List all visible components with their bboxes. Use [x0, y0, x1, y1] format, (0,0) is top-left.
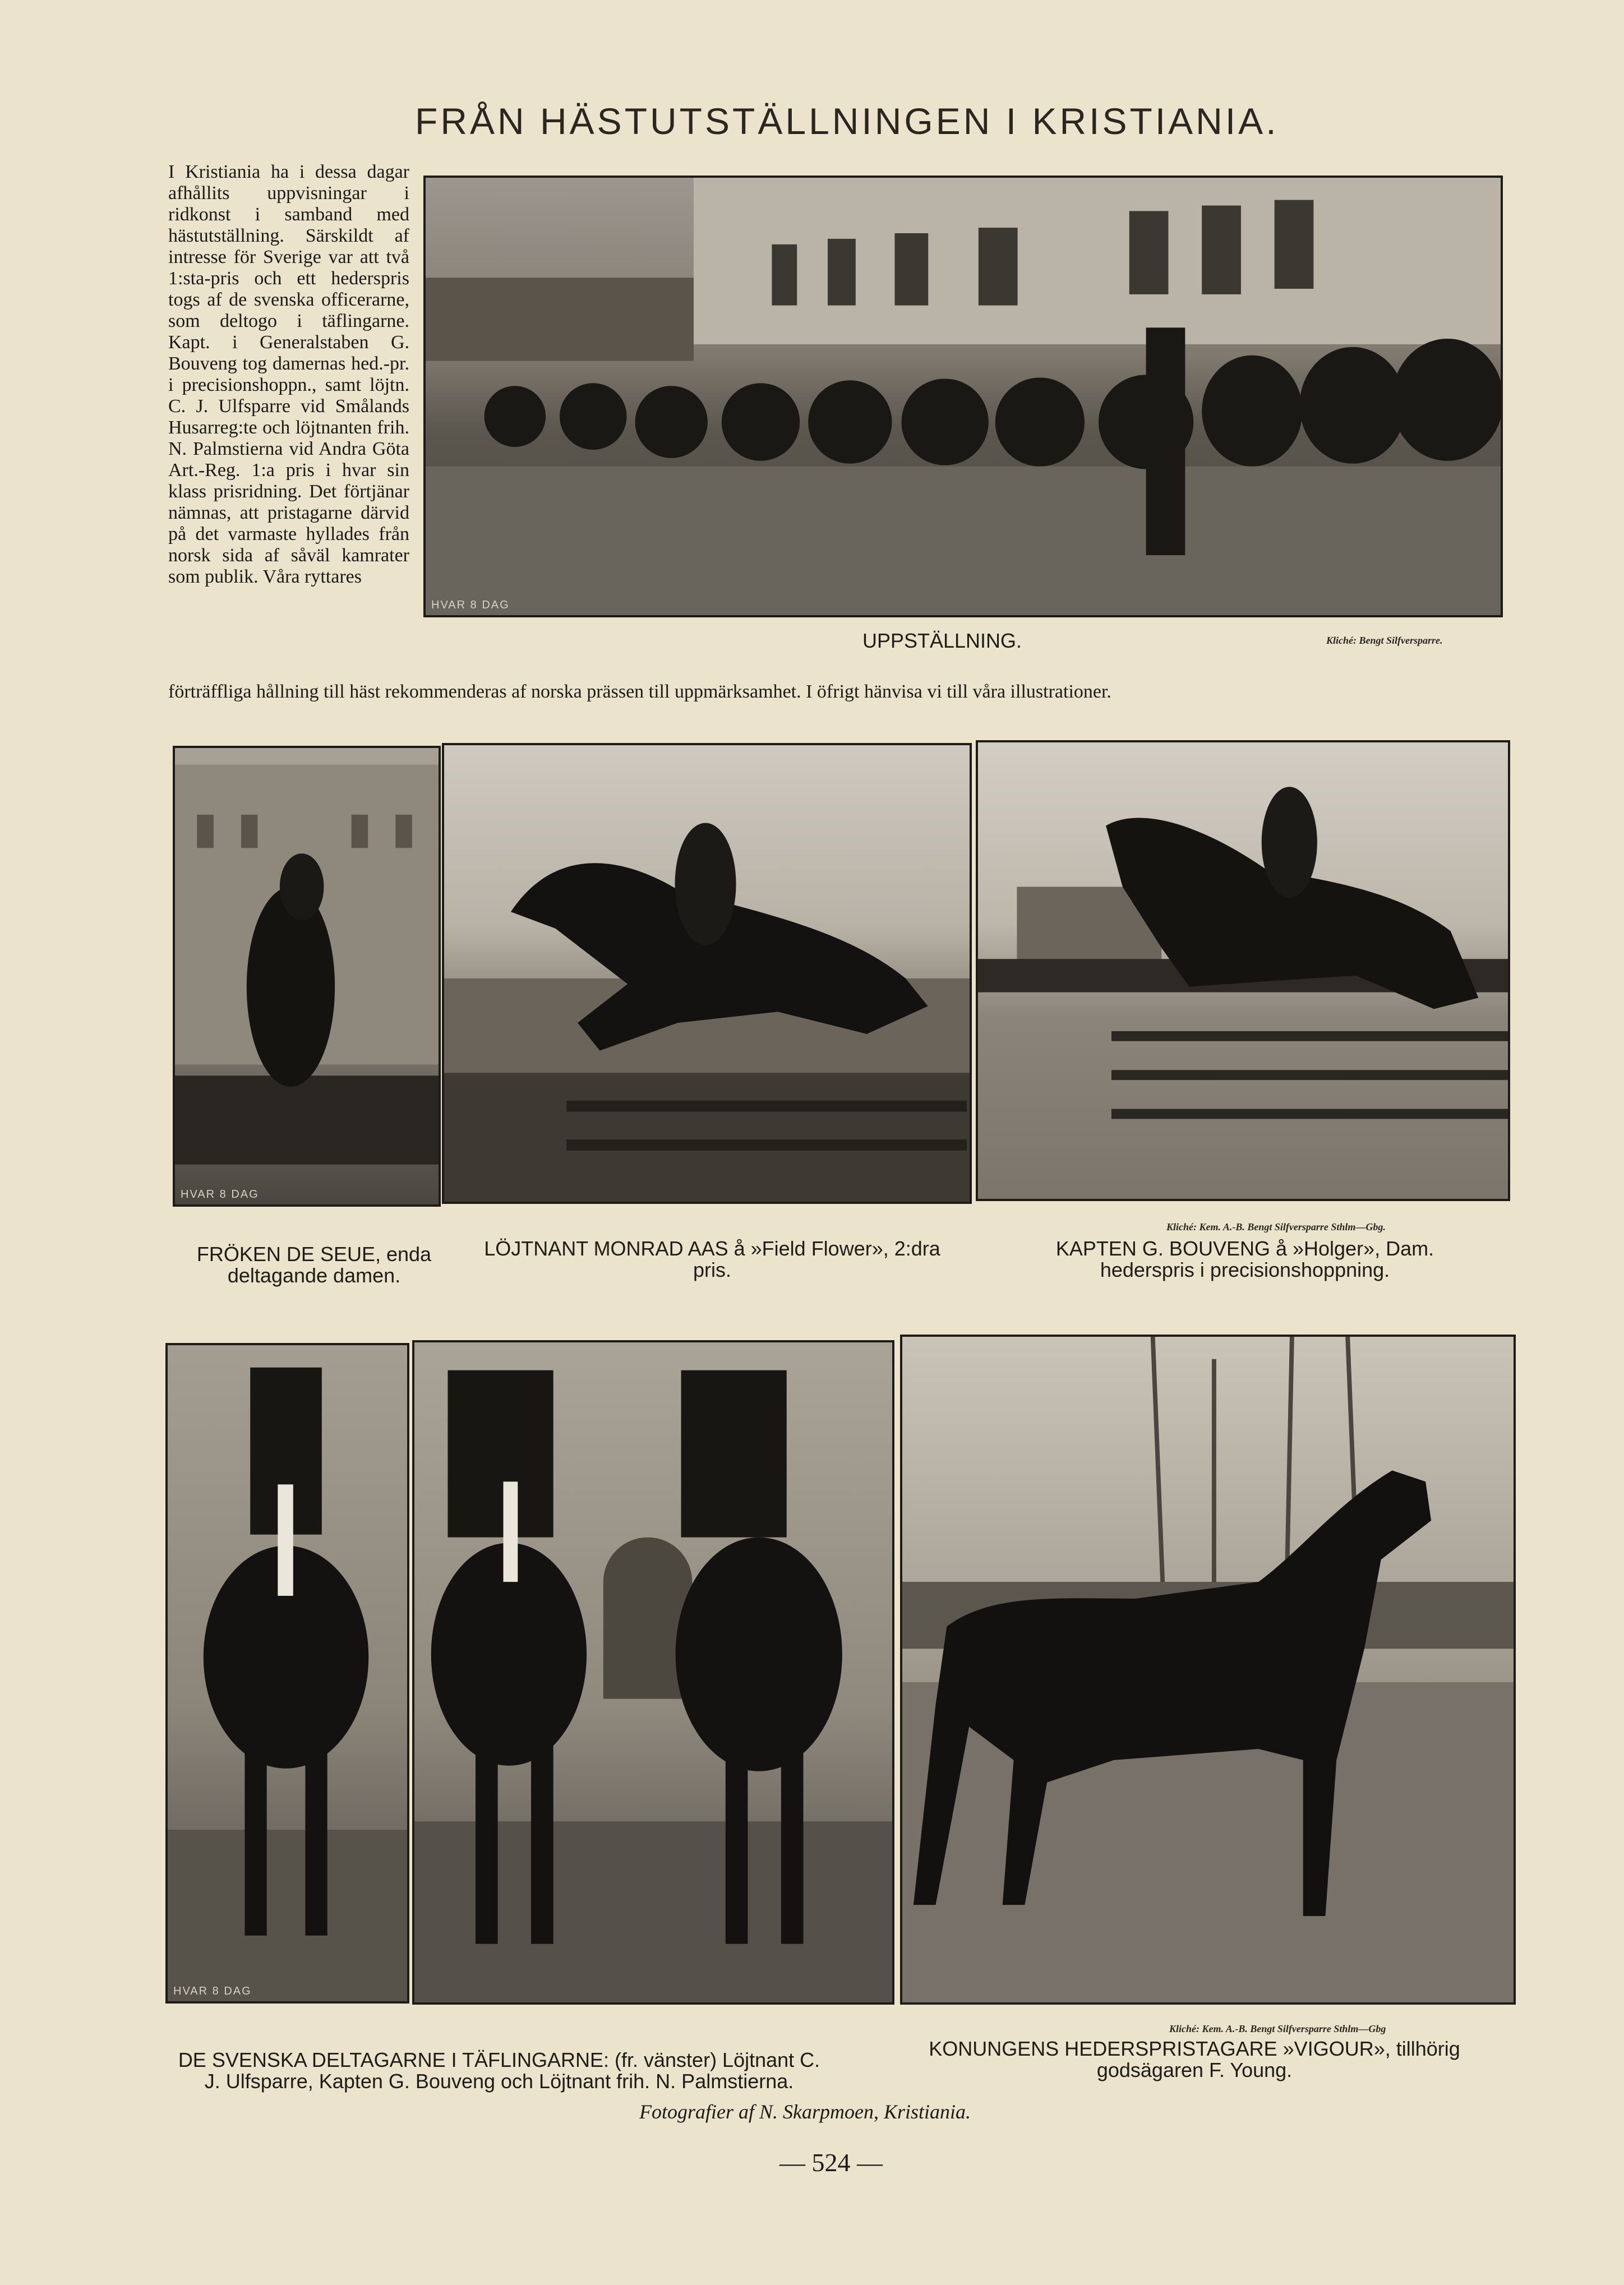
- credit-vigour: Kliché: Kem. A.-B. Bengt Silfversparre Sthlm—Gbg: [1169, 2023, 1386, 2034]
- photo-watermark: HVAR 8 DAG: [181, 1188, 259, 1201]
- intro-text: I Kristiania ha i dessa dagar afhållits uppvisningar i ridkonst i samband med hästutställning. Särskildt af intresse för Sverige var att två 1:sta-pris och ett hederspris togs af de svenska officerarne, som deltogo i täflingarne. Kapt. i Generalstaben G. Bouveng tog damernas hed.-pr. i precisionshoppn., samt löjtn. C. J. Ulfsparre vid Smålands Husarreg:te och löjtnanten frih. N. Palmstierna vid Andra Göta Art.-Reg. 1:a pris i hvar sin klass prisridning. Det förtjänar nämnas, att pristagarne därvid på det varmaste hyllades från norsk sida af såväl kamrater som publik. Våra ryttares: [168, 161, 409, 587]
- credit-uppstallning: Kliché: Bengt Silfversparre.: [1326, 635, 1443, 646]
- photo-watermark: HVAR 8 DAG: [431, 599, 510, 611]
- caption-svenska-deltagarne: DE SVENSKA DELTAGARNE I TÄFLINGARNE: (fr. vänster) Löjtnant C. J. Ulfsparre, Kapten G. Bouveng och Löjtnant frih. N. Palmstierna.: [178, 2048, 820, 2093]
- caption-vigour: KONUNGENS HEDERSPRISTAGARE »VIGOUR», tillhörig godsägaren F. Young.: [929, 2037, 1460, 2081]
- photo-watermark: HVAR 8 DAG: [173, 1985, 252, 1997]
- photo-ulfsparre: [165, 1343, 409, 2004]
- monrad-aas-illustration: [444, 745, 970, 1202]
- uppstallning-illustration: [426, 178, 1501, 615]
- froken-de-seue-illustration: [175, 748, 439, 1204]
- photo-bouveng-holger: [976, 740, 1510, 1201]
- intro-last-line: förträffliga hållning till häst rekommenderas af norska prässen till uppmärksamhet. I öfrigt hänvisa vi till våra illustrationer.: [168, 681, 1111, 702]
- page-title: FRÅN HÄSTUTSTÄLLNINGEN I KRISTIANIA.: [415, 100, 1279, 142]
- photo-vigour: [900, 1335, 1516, 2005]
- credit-bouveng-holger: Kliché: Kem. A.-B. Bengt Silfversparre Sthlm—Gbg.: [1166, 1221, 1386, 1232]
- caption-froken-de-seue: FRÖKEN DE SEUE, enda deltagande damen.: [196, 1243, 432, 1287]
- caption-uppstallning: UPPSTÄLLNING.: [862, 629, 1022, 652]
- page-number: — 524 —: [779, 2148, 883, 2177]
- bouveng-holger-illustration: [978, 742, 1508, 1199]
- photo-monrad-aas: [442, 743, 972, 1204]
- photo-bouveng-palmstierna: [412, 1340, 894, 2005]
- photo-froken-de-seue: [173, 746, 441, 1207]
- vigour-illustration: [902, 1337, 1514, 2002]
- ulfsparre-illustration: [168, 1345, 407, 2001]
- caption-monrad-aas: LÖJTNANT MONRAD AAS å »Field Flower», 2:dra pris.: [484, 1237, 940, 1281]
- photo-uppstallning: [423, 176, 1503, 617]
- photo-credit: Fotografier af N. Skarpmoen, Kristiania.: [639, 2101, 971, 2123]
- caption-bouveng-holger: KAPTEN G. BOUVENG å »Holger», Dam. hederspris i precisionshoppning.: [1055, 1237, 1434, 1281]
- bouveng-palmstierna-illustration: [414, 1342, 892, 2002]
